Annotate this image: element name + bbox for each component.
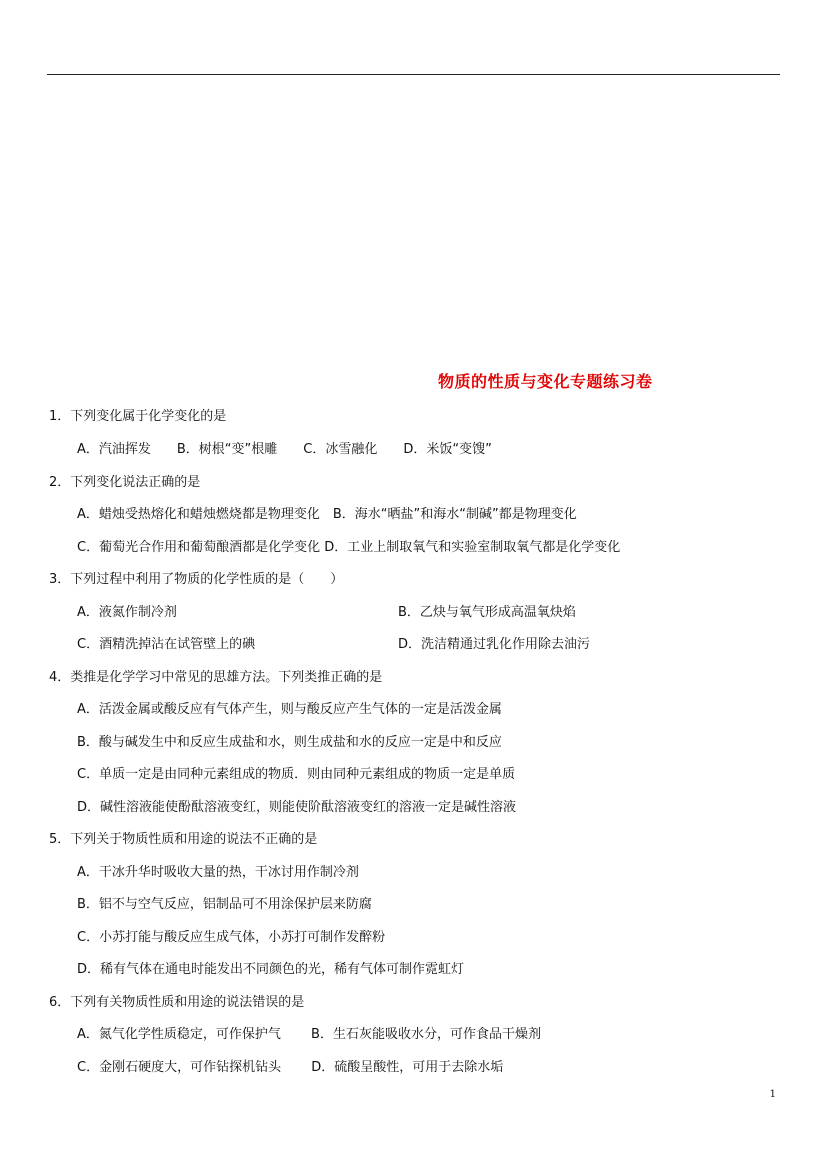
question-option: A．液氮作制冷剂 [77, 605, 177, 620]
question-option: D．碱性溶液能使酚酞溶液变红，则能使阶酞溶液变红的溶液一定是碱性溶液 [77, 800, 517, 815]
question-option: B．铝不与空气反应，铝制品可不用涂保护层来防腐 [77, 897, 372, 912]
question-option: C．酒精洗掉沾在试管壁上的碘 [77, 637, 256, 652]
question-option: C．葡萄光合作用和葡萄酿酒都是化学变化 D．工业上制取氧气和实验室制取氧气都是化学变化 [77, 540, 621, 555]
question-option: B．乙炔与氧气形成高温氧炔焰 [398, 605, 576, 620]
question-option: A．干冰升华时吸收大量的热，干冰讨用作制冷剂 [77, 865, 359, 880]
question-option: D．洗洁精通过乳化作用除去油污 [398, 637, 591, 652]
question-option: D．稀有气体在通电时能发出不同颜色的光，稀有气体可制作霓虹灯 [77, 962, 465, 977]
question-stem: 5．下列关于物质性质和用途的说法不正确的是 [49, 832, 318, 847]
question-stem: 4．类推是化学学习中常见的思雄方法。下列类推正确的是 [49, 670, 383, 685]
page-number: 1 [769, 1089, 776, 1100]
question-option: B．酸与碱发生中和反应生成盐和水，则生成盐和水的反应一定是中和反应 [77, 735, 502, 750]
question-options: A．汽油挥发 B．树根“变”根雕 C．冰雪融化 D．米饭“变馊” [77, 442, 492, 457]
question-stem: 2．下列变化说法正确的是 [49, 475, 201, 490]
question-option: A．氮气化学性质稳定，可作保护气 B．生石灰能吸收水分，可作食品干燥剂 [77, 1027, 541, 1042]
question-stem: 3．下列过程中利用了物质的化学性质的是（ ） [49, 572, 344, 587]
page-title: 物质的性质与变化专题练习卷 [438, 372, 653, 391]
question-stem: 6．下列有关物质性质和用途的说法错误的是 [49, 995, 305, 1010]
header-rule [47, 74, 780, 75]
question-stem: 1．下列变化属于化学变化的是 [49, 409, 227, 424]
question-option: A．活泼金属或酸反应有气体产生，则与酸反应产生气体的一定是活泼金属 [77, 702, 502, 717]
question-option: C．小苏打能与酸反应生成气体，小苏打可制作发醉粉 [77, 930, 386, 945]
question-option: A．蜡烛受热熔化和蜡烛燃烧都是物理变化 B．海水“晒盐”和海水“制碱”都是物理变化 [77, 507, 577, 522]
question-option: C．单质一定是由同种元素组成的物质．则由同种元素组成的物质一定是单质 [77, 767, 516, 782]
question-option: C．金刚石硬度大，可作钻探机钻头 D．硫酸呈酸性，可用于去除水垢 [77, 1060, 504, 1075]
